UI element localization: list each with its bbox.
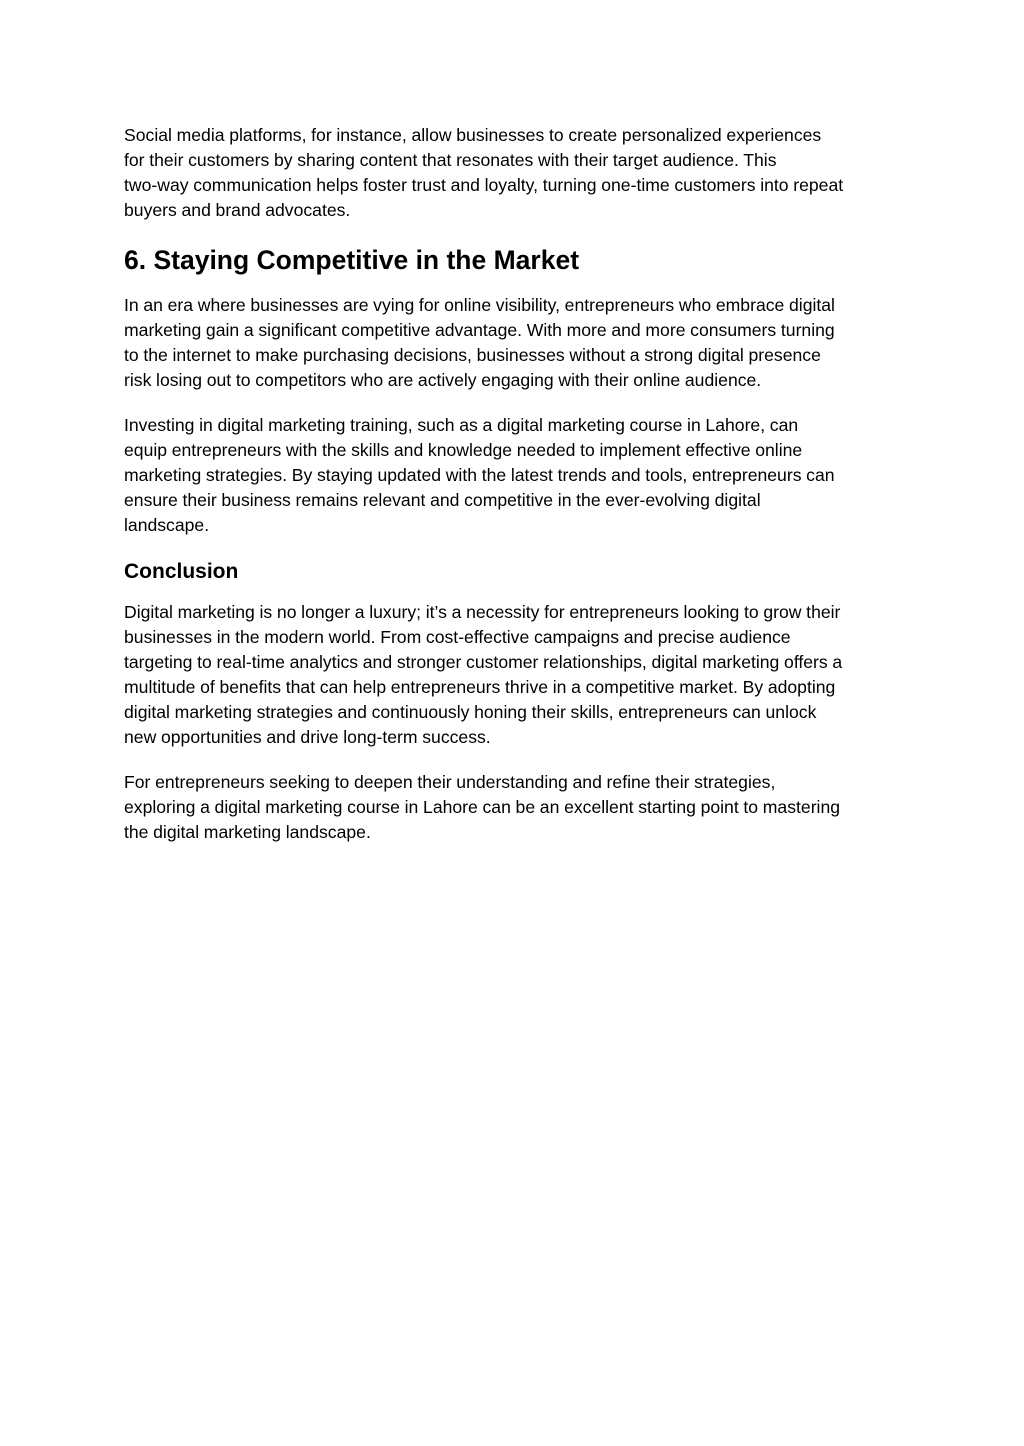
text-line: targeting to real-time analytics and stronger customer relationships, digital marketing offers a xyxy=(124,652,843,672)
text-line: In an era where businesses are vying for online visibility, entrepreneurs who embrace digital xyxy=(124,295,835,315)
text-line: digital marketing strategies and continuously honing their skills, entrepreneurs can unlock xyxy=(124,702,817,722)
text-line: businesses in the modern world. From cost-effective campaigns and precise audience xyxy=(124,627,791,647)
text-line: exploring a digital marketing course in Lahore can be an excellent starting point to mastering xyxy=(124,797,841,817)
conclusion-paragraph-1 xyxy=(124,600,904,750)
text-line: two-way communication helps foster trust and loyalty, turning one-time customers into repeat xyxy=(124,175,844,195)
text-line: buyers and brand advocates. xyxy=(124,200,351,220)
text-line: ensure their business remains relevant and competitive in the ever-evolving digital xyxy=(124,490,761,510)
text-line: marketing gain a significant competitive advantage. With more and more consumers turning xyxy=(124,320,835,340)
text-line: the digital marketing landscape. xyxy=(124,822,371,842)
text-line: risk losing out to competitors who are actively engaging with their online audience. xyxy=(124,370,762,390)
text-line: Digital marketing is no longer a luxury; it’s a necessity for entrepreneurs looking to grow their xyxy=(124,602,841,622)
text-line: Social media platforms, for instance, allow businesses to create personalized experiences xyxy=(124,125,822,145)
section-6-paragraph-2 xyxy=(124,413,904,538)
text-line: Investing in digital marketing training, such as a digital marketing course in Lahore, can xyxy=(124,415,799,435)
section-6-heading: 6. Staying Competitive in the Market xyxy=(124,245,580,275)
text-line: for their customers by sharing content that resonates with their target audience. This xyxy=(124,150,777,170)
text-line: equip entrepreneurs with the skills and knowledge needed to implement effective online xyxy=(124,440,803,460)
text-line: new opportunities and drive long-term success. xyxy=(124,727,491,747)
section-6-paragraph-1 xyxy=(124,293,904,393)
text-line: For entrepreneurs seeking to deepen their understanding and refine their strategies, xyxy=(124,772,776,792)
conclusion-paragraph-2 xyxy=(124,770,904,845)
text-line: marketing strategies. By staying updated with the latest trends and tools, entrepreneurs can xyxy=(124,465,835,485)
document-body xyxy=(124,123,904,865)
text-line: landscape. xyxy=(124,515,210,535)
intro-paragraph xyxy=(124,123,904,223)
text-line: to the internet to make purchasing decisions, businesses without a strong digital presence xyxy=(124,345,821,365)
conclusion-heading: Conclusion xyxy=(124,560,239,583)
text-line: multitude of benefits that can help entrepreneurs thrive in a competitive market. By adopting xyxy=(124,677,836,697)
